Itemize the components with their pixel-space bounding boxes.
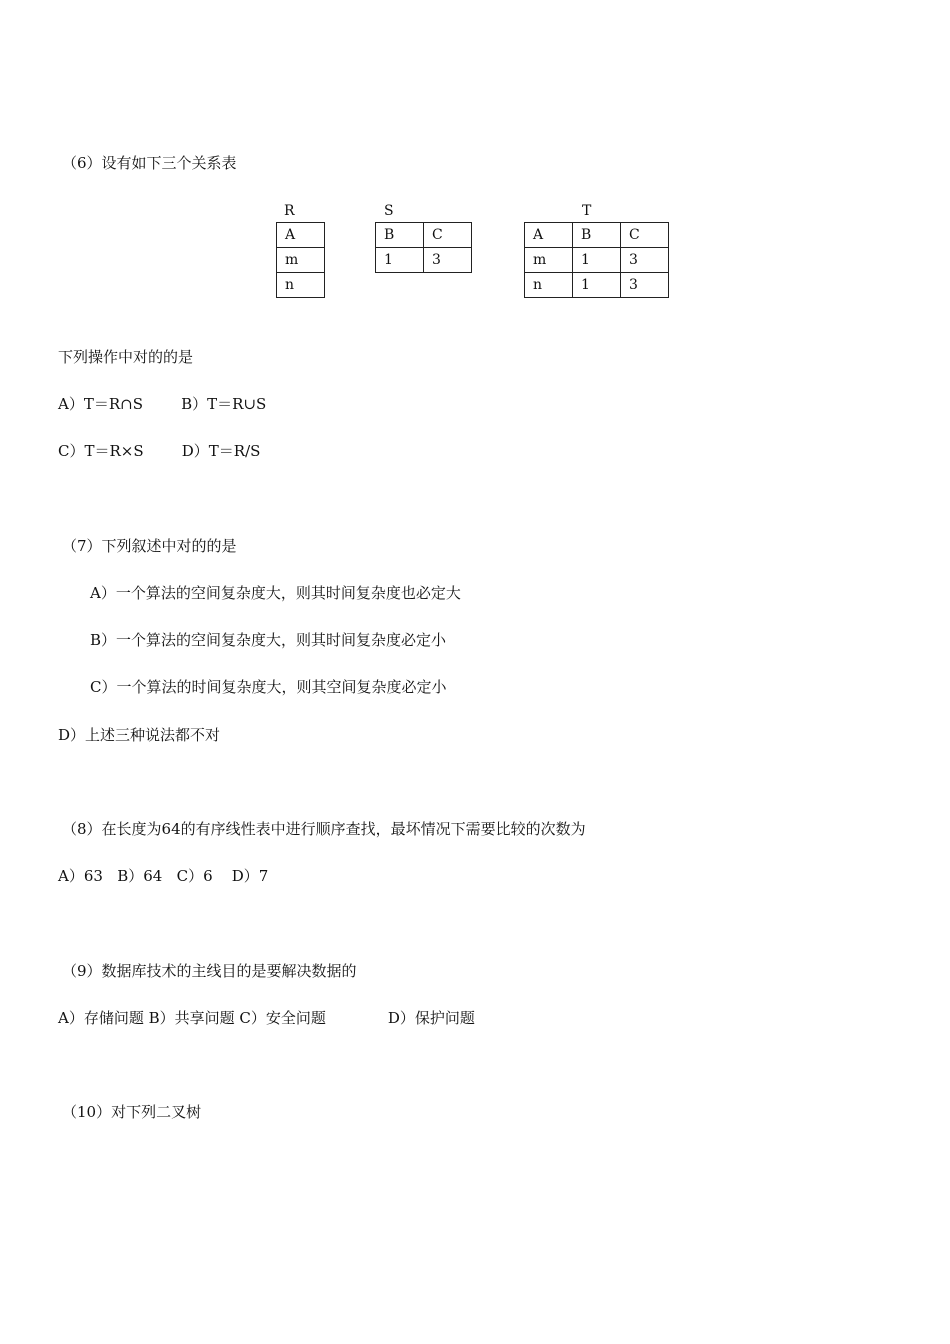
table-row	[277, 248, 325, 273]
table-t	[524, 222, 669, 298]
q9-options: A）存储问题 B）共享问题 C）安全问题 D）保护问题	[58, 1009, 475, 1027]
q6-options-ab: A）T＝R∩S B）T＝R∪S	[58, 395, 267, 413]
table-cell: C	[621, 223, 669, 248]
q9-title: （9）数据库技术的主线目的是要解决数据的	[62, 962, 357, 980]
q7-title: （7）下列叙述中对的的是	[62, 537, 237, 555]
q7-option-b: B）一个算法的空间复杂度大，则其时间复杂度必定小	[90, 631, 447, 649]
table-row	[525, 223, 669, 248]
table-cell: n	[277, 273, 325, 298]
table-cell: 3	[621, 273, 669, 298]
table-cell: n	[525, 273, 573, 298]
table-cell: 1	[376, 248, 424, 273]
table-row	[277, 223, 325, 248]
table-row	[376, 223, 472, 248]
table-s-label: S	[384, 203, 394, 219]
table-cell: C	[424, 223, 472, 248]
table-row	[525, 248, 669, 273]
table-cell: A	[277, 223, 325, 248]
q8-options: A）63 B）64 C）6 D）7	[58, 867, 269, 885]
table-cell: m	[277, 248, 325, 273]
table-t-label: T	[582, 203, 592, 219]
q7-option-d: D）上述三种说法都不对	[58, 726, 221, 744]
table-row	[376, 248, 472, 273]
table-cell: 3	[424, 248, 472, 273]
table-cell: 1	[573, 273, 621, 298]
q6-title: （6）设有如下三个关系表	[62, 154, 237, 172]
q7-option-c: C）一个算法的时间复杂度大，则其空间复杂度必定小	[90, 678, 447, 696]
table-r-label: R	[284, 203, 295, 219]
table-cell: 3	[621, 248, 669, 273]
q8-title: （8）在长度为64的有序线性表中进行顺序查找，最坏情况下需要比较的次数为	[62, 820, 586, 838]
q6-options-cd: C）T＝R×S D）T＝R/S	[58, 442, 261, 460]
table-cell: m	[525, 248, 573, 273]
table-r	[276, 222, 325, 298]
q6-prompt: 下列操作中对的的是	[58, 348, 194, 366]
table-cell: B	[376, 223, 424, 248]
table-row	[525, 273, 669, 298]
table-row	[277, 273, 325, 298]
table-s	[375, 222, 472, 273]
table-cell: B	[573, 223, 621, 248]
table-cell: 1	[573, 248, 621, 273]
q10-title: （10）对下列二叉树	[62, 1103, 202, 1121]
q7-option-a: A）一个算法的空间复杂度大，则其时间复杂度也必定大	[90, 584, 461, 602]
table-cell: A	[525, 223, 573, 248]
